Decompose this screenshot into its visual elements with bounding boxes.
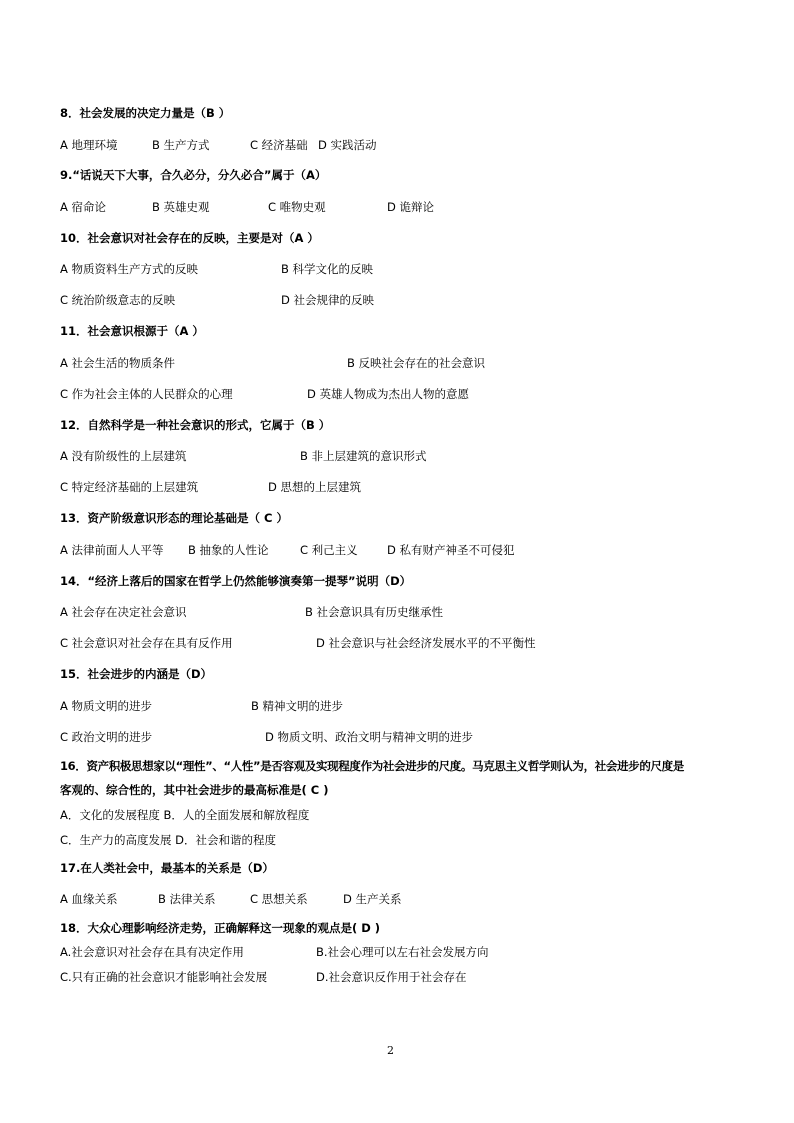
q9-option-b: B 英雄史观 [152, 200, 210, 214]
question-16-stem-line1: 16．资产积极思想家以“理性”、“人性”是否容观及实现程度作为社会进步的尺度。马克思主义哲学则认为，社会进步的尺度是 [60, 759, 684, 773]
q17-option-a: A 血缘关系 [60, 892, 118, 906]
q10-option-a: A 物质资料生产方式的反映 [60, 262, 199, 276]
q13-option-c: C 利己主义 [300, 543, 358, 557]
question-14-stem: 14．“经济上落后的国家在哲学上仍然能够演奏第一提琴”说明（D） [60, 574, 412, 588]
question-18-stem: 18．大众心理影响经济走势，正确解释这一现象的观点是( D ) [60, 921, 381, 935]
q13-option-a: A 法律前面人人平等 [60, 543, 164, 557]
question-17-stem: 17.在人类社会中，最基本的关系是（D） [60, 861, 274, 875]
q11-option-a: A 社会生活的物质条件 [60, 356, 176, 370]
q8-option-c: C 经济基础 [250, 138, 308, 152]
question-8-stem: 8．社会发展的决定力量是（B ） [60, 106, 231, 120]
q10-option-d: D 社会规律的反映 [281, 293, 375, 307]
q14-option-a: A 社会存在决定社会意识 [60, 605, 187, 619]
q12-option-b: B 非上层建筑的意识形式 [300, 449, 427, 463]
q12-option-a: A 没有阶级性的上层建筑 [60, 449, 187, 463]
q9-option-a: A 宿命论 [60, 200, 107, 214]
q15-option-d: D 物质文明、政治文明与精神文明的进步 [265, 730, 474, 744]
q17-option-c: C 思想关系 [250, 892, 308, 906]
q17-option-b: B 法律关系 [158, 892, 216, 906]
question-11-stem: 11．社会意识根源于（A ） [60, 324, 204, 338]
q11-option-c: C 作为社会主体的人民群众的心理 [60, 387, 233, 401]
q15-option-c: C 政治文明的进步 [60, 730, 153, 744]
q18-option-c: C.只有正确的社会意识才能影响社会发展 [60, 970, 268, 984]
question-12-stem: 12．自然科学是一种社会意识的形式，它属于（B ） [60, 418, 331, 432]
q16-options-row1: A．文化的发展程度 B．人的全面发展和解放程度 [60, 808, 310, 822]
question-9-stem: 9.“话说天下大事，合久必分，分久必合”属于（A） [60, 168, 327, 182]
q8-option-b: B 生产方式 [152, 138, 210, 152]
q14-option-b: B 社会意识具有历史继承性 [305, 605, 444, 619]
question-15-stem: 15．社会进步的内涵是（D） [60, 667, 213, 681]
question-10-stem: 10．社会意识对社会存在的反映，主要是对（A ） [60, 231, 319, 245]
q11-option-d: D 英雄人物成为杰出人物的意愿 [307, 387, 470, 401]
page-number: 2 [387, 1044, 394, 1057]
q17-option-d: D 生产关系 [343, 892, 402, 906]
q18-option-a: A.社会意识对社会存在具有决定作用 [60, 945, 244, 959]
q16-options-row2: C．生产力的高度发展 D．社会和谐的程度 [60, 833, 277, 847]
q18-option-d: D.社会意识反作用于社会存在 [316, 970, 467, 984]
q9-option-c: C 唯物史观 [268, 200, 326, 214]
q13-option-d: D 私有财产神圣不可侵犯 [387, 543, 515, 557]
q8-option-d: D 实践活动 [318, 138, 377, 152]
q8-option-a: A 地理环境 [60, 138, 118, 152]
question-13-stem: 13．资产阶级意识形态的理论基础是（ C ） [60, 511, 288, 525]
q14-option-d: D 社会意识与社会经济发展水平的不平衡性 [316, 636, 536, 650]
q11-option-b: B 反映社会存在的社会意识 [347, 356, 486, 370]
question-16-stem-line2: 客观的、综合性的，其中社会进步的最高标准是( C ) [60, 783, 329, 797]
q15-option-b: B 精神文明的进步 [251, 699, 344, 713]
q10-option-b: B 科学文化的反映 [281, 262, 374, 276]
q13-option-b: B 抽象的人性论 [188, 543, 269, 557]
q10-option-c: C 统治阶级意志的反映 [60, 293, 176, 307]
q9-option-d: D 诡辩论 [387, 200, 435, 214]
q12-option-d: D 思想的上层建筑 [268, 480, 362, 494]
q15-option-a: A 物质文明的进步 [60, 699, 153, 713]
q14-option-c: C 社会意识对社会存在具有反作用 [60, 636, 233, 650]
q12-option-c: C 特定经济基础的上层建筑 [60, 480, 199, 494]
q18-option-b: B.社会心理可以左右社会发展方向 [316, 945, 489, 959]
